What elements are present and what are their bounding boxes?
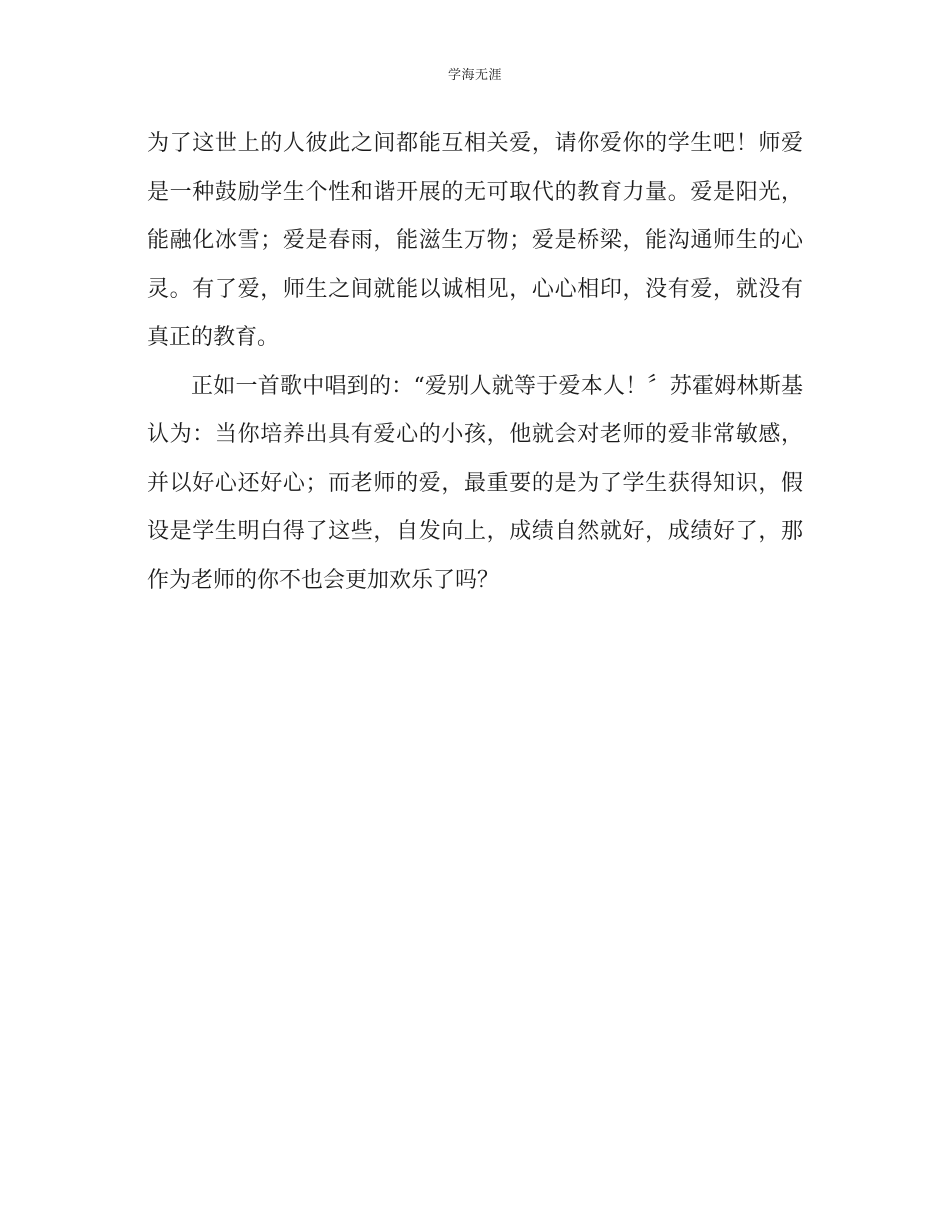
paragraph-2: 正如一首歌中唱到的：“爱别人就等于爱本人！〞苏霍姆林斯基认为：当你培养出具有爱心的小孩，他就会对老师的爱非常敏感，并以好心还好心；而老师的爱，最重要的是为了学生获得知识，假设是学生明白得了这些，自发向上，成绩自然就好，成绩好了，那作为老师的你不也会更加欢乐了吗？ [147, 373, 803, 593]
document-body [147, 120, 803, 605]
paragraph-1: 为了这世上的人彼此之间都能互相关爱，请你爱你的学生吧！师爱是一种鼓励学生个性和谐开展的无可取代的教育力量。爱是阳光，能融化冰雪；爱是春雨，能滋生万物；爱是桥梁，能沟通师生的心灵。有了爱，师生之间就能以诚相见，心心相印，没有爱，就没有真正的教育。 [147, 131, 803, 350]
page-header: 学海无涯 [447, 68, 502, 83]
